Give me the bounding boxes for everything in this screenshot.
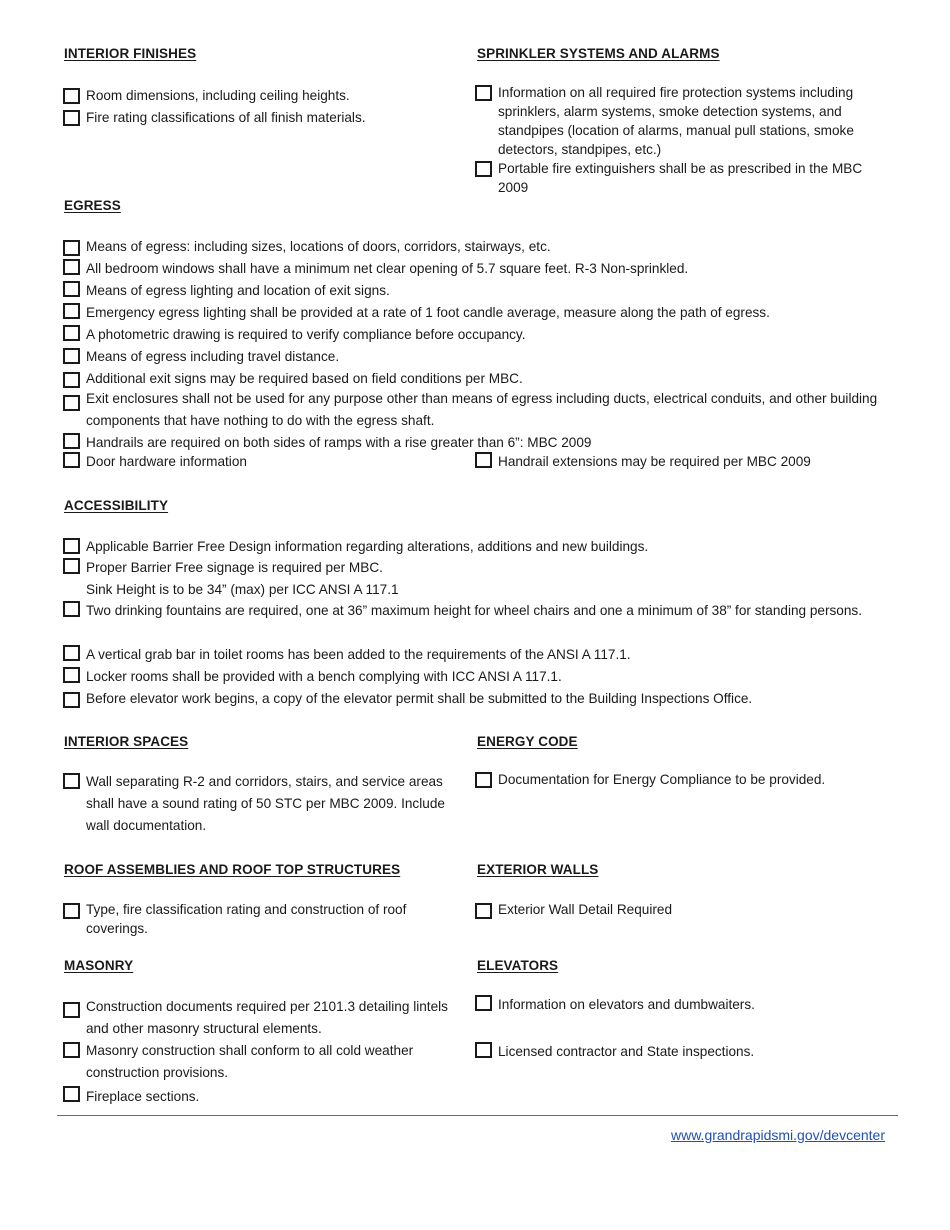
checklist-item[interactable] <box>475 995 887 1014</box>
egress-heading: EGRESS <box>64 198 121 213</box>
checklist-item[interactable] <box>475 1042 887 1061</box>
checklist-item[interactable] <box>63 900 453 938</box>
item-text: Means of egress lighting and location of exit signs. <box>86 283 390 298</box>
checkbox[interactable] <box>63 433 80 449</box>
checklist-item[interactable] <box>63 558 883 577</box>
checklist-item[interactable] <box>63 537 883 556</box>
item-text: Fire rating classifications of all finish materials. <box>86 110 366 125</box>
checklist-item[interactable] <box>63 1040 463 1084</box>
item-text: Fireplace sections. <box>86 1089 200 1104</box>
checklist-item[interactable] <box>63 689 883 708</box>
checklist-item[interactable] <box>475 770 887 789</box>
sink-height-note: Sink Height is to be 34” (max) per ICC ANSI A 117.1 <box>86 582 399 597</box>
checkbox[interactable] <box>63 452 80 468</box>
checklist-item[interactable] <box>475 900 887 919</box>
item-text: Wall separating R-2 and corridors, stairs, and service areas shall have a sound rating of 50 STC per MBC 2009. Include wall documentation. <box>86 774 445 833</box>
checkbox[interactable] <box>63 645 80 661</box>
devcenter-link[interactable]: www.grandrapidsmi.gov/devcenter <box>671 1127 885 1143</box>
checkbox[interactable] <box>63 372 80 388</box>
checkbox[interactable] <box>63 259 80 275</box>
checklist-item[interactable] <box>63 600 883 622</box>
checklist-item[interactable] <box>63 303 883 322</box>
checklist-item[interactable] <box>63 667 883 686</box>
checkbox[interactable] <box>475 772 492 788</box>
item-text: Handrail extensions may be required per MBC 2009 <box>498 454 811 469</box>
item-text: Two drinking fountains are required, one at 36” maximum height for wheel chairs and one a minimum of 38” for standing persons. <box>86 603 863 618</box>
item-text: A photometric drawing is required to verify compliance before occupancy. <box>86 327 526 342</box>
checkbox[interactable] <box>475 1042 492 1058</box>
item-text: Information on all required fire protection systems including sprinklers, alarm systems, smoke detection systems, and standpipes (location of alarms, manual pull stations, smoke detectors, standpipes, etc.) <box>498 85 854 157</box>
checklist-item[interactable] <box>63 996 463 1040</box>
item-text: Exit enclosures shall not be used for any purpose other than means of egress including ducts, electrical conduits, and other building components that have nothing to do with the egress shaft. <box>86 391 878 428</box>
checkbox[interactable] <box>63 773 80 789</box>
checkbox[interactable] <box>63 538 80 554</box>
item-text: Means of egress including travel distance. <box>86 349 340 364</box>
checklist-item[interactable] <box>63 369 883 388</box>
interior-finishes-heading: INTERIOR FINISHES <box>64 46 197 61</box>
item-text: Locker rooms shall be provided with a bench complying with ICC ANSI A 117.1. <box>86 669 562 684</box>
item-text: Before elevator work begins, a copy of the elevator permit shall be submitted to the Building Inspections Office. <box>86 691 753 706</box>
item-text: Means of egress: including sizes, locations of doors, corridors, stairways, etc. <box>86 239 551 254</box>
checkbox[interactable] <box>63 558 80 574</box>
item-text: Type, fire classification rating and construction of roof coverings. <box>86 902 407 936</box>
item-text: Licensed contractor and State inspections. <box>498 1044 755 1059</box>
roof-heading: ROOF ASSEMBLIES AND ROOF TOP STRUCTURES <box>64 862 401 877</box>
checkbox[interactable] <box>63 667 80 683</box>
checklist-item[interactable] <box>475 159 887 197</box>
item-text: Construction documents required per 2101.3 detailing lintels and other masonry structural elements. <box>86 999 448 1036</box>
checkbox[interactable] <box>63 88 80 104</box>
item-text: Masonry construction shall conform to all cold weather construction provisions. <box>86 1043 414 1080</box>
checkbox[interactable] <box>63 692 80 708</box>
item-text: Portable fire extinguishers shall be as prescribed in the MBC 2009 <box>498 161 863 195</box>
sprinkler-systems-heading: SPRINKLER SYSTEMS AND ALARMS <box>477 46 720 61</box>
checkbox[interactable] <box>475 161 492 177</box>
elevators-heading: ELEVATORS <box>477 958 559 973</box>
energy-code-heading: ENERGY CODE <box>477 734 578 749</box>
item-text: Documentation for Energy Compliance to be provided. <box>498 772 826 787</box>
checkbox[interactable] <box>63 1002 80 1018</box>
checkbox[interactable] <box>475 995 492 1011</box>
checklist-item[interactable] <box>63 645 883 664</box>
checkbox[interactable] <box>475 85 492 101</box>
accessibility-heading: ACCESSIBILITY <box>64 498 169 513</box>
checklist-item[interactable] <box>63 771 463 837</box>
checklist-item[interactable] <box>63 452 453 471</box>
checkbox[interactable] <box>475 452 492 468</box>
item-text: Emergency egress lighting shall be provided at a rate of 1 foot candle average, measure along the path of egress. <box>86 305 770 320</box>
checklist-item[interactable] <box>63 237 883 256</box>
checkbox[interactable] <box>63 325 80 341</box>
item-text: A vertical grab bar in toilet rooms has been added to the requirements of the ANSI A 117.1. <box>86 647 631 662</box>
checklist-item[interactable] <box>63 1087 463 1106</box>
checklist-item[interactable] <box>63 388 883 432</box>
checklist-item[interactable] <box>63 325 883 344</box>
interior-spaces-heading: INTERIOR SPACES <box>64 734 189 749</box>
item-text: Handrails are required on both sides of ramps with a rise greater than 6”: MBC 2009 <box>86 435 592 450</box>
checklist-item[interactable] <box>475 452 887 471</box>
checklist-item[interactable] <box>63 281 883 300</box>
checkbox[interactable] <box>475 903 492 919</box>
checklist-item[interactable] <box>63 347 883 366</box>
checklist-item[interactable] <box>63 433 883 452</box>
checklist-item[interactable] <box>63 86 453 105</box>
checkbox[interactable] <box>63 281 80 297</box>
footer-divider <box>57 1115 898 1116</box>
checklist-item[interactable] <box>63 108 453 127</box>
masonry-heading: MASONRY <box>64 958 134 973</box>
checkbox[interactable] <box>63 1086 80 1102</box>
item-text: All bedroom windows shall have a minimum net clear opening of 5.7 square feet. R-3 Non-sprinkled. <box>86 261 689 276</box>
item-text: Door hardware information <box>86 454 247 469</box>
checkbox[interactable] <box>63 110 80 126</box>
checkbox[interactable] <box>63 601 80 617</box>
item-text: Applicable Barrier Free Design information regarding alterations, additions and new buildings. <box>86 539 649 554</box>
item-text: Room dimensions, including ceiling heights. <box>86 88 350 103</box>
item-text: Exterior Wall Detail Required <box>498 902 673 917</box>
checkbox[interactable] <box>63 240 80 256</box>
checklist-item[interactable] <box>63 259 883 278</box>
checkbox[interactable] <box>63 1042 80 1058</box>
exterior-walls-heading: EXTERIOR WALLS <box>477 862 599 877</box>
checkbox[interactable] <box>63 395 80 411</box>
checkbox[interactable] <box>63 903 80 919</box>
checkbox[interactable] <box>63 348 80 364</box>
item-text: Additional exit signs may be required based on field conditions per MBC. <box>86 371 523 386</box>
item-text: Proper Barrier Free signage is required per MBC. <box>86 560 383 575</box>
checkbox[interactable] <box>63 303 80 319</box>
item-text: Information on elevators and dumbwaiters. <box>498 997 755 1012</box>
checklist-item[interactable] <box>475 83 887 159</box>
